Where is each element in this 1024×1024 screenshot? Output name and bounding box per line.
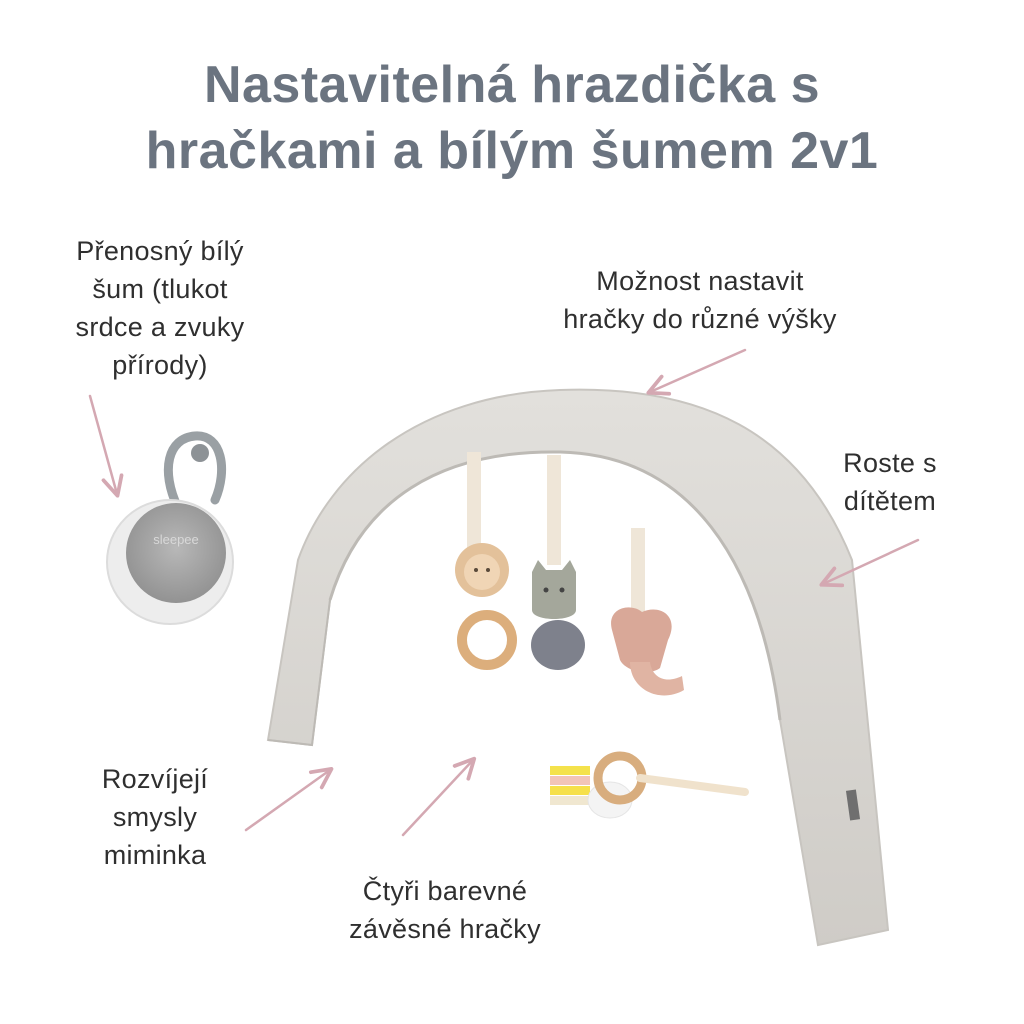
lion-toy (455, 452, 512, 665)
wooden-ring (462, 615, 512, 665)
cat-head (532, 560, 576, 619)
ribbon-pink (550, 776, 590, 785)
device-brand-logo: sleepee (153, 532, 199, 547)
play-arch (268, 390, 888, 945)
caption-senses (70, 760, 240, 874)
caption-line: srdce a zvuky (75, 312, 245, 342)
white-noise-device (107, 436, 233, 624)
caption-adjust-height (520, 262, 880, 338)
caption-line: Roste s (843, 448, 937, 478)
caption-line: závěsné hračky (349, 914, 541, 944)
caption-line: miminka (103, 840, 207, 870)
caption-four-toys (320, 872, 570, 948)
caption-line: šum (tlukot (92, 274, 228, 304)
caption-grows (820, 444, 960, 520)
teether-strap (640, 778, 745, 792)
lion-strap (467, 452, 481, 552)
lion-face (464, 554, 500, 590)
ribbon-yellow (550, 766, 590, 775)
arrow-four-toys (403, 760, 473, 835)
title-line-1: Nastavitelná hrazdička s (203, 56, 821, 114)
caption-line: Přenosný bílý (76, 236, 244, 266)
caption-white-noise (40, 232, 280, 384)
arrow-senses (246, 770, 330, 830)
device-loop-knot (191, 444, 209, 462)
caption-line: smysly (112, 802, 198, 832)
cat-toy (531, 455, 585, 670)
cat-strap (547, 455, 561, 565)
arrow-white-noise (90, 396, 117, 494)
elephant-strap (631, 528, 645, 618)
device-fabric (126, 503, 226, 603)
ribbon-cream (550, 796, 590, 805)
caption-line: hračky do různé výšky (563, 304, 837, 334)
ribbon-yellow-2 (550, 786, 590, 795)
caption-line: přírody) (112, 350, 208, 380)
caption-line: dítětem (843, 486, 937, 516)
caption-line: Možnost nastavit (596, 266, 804, 296)
arrow-adjust-height (650, 350, 745, 392)
grey-pouch (531, 620, 585, 670)
arch-body (268, 390, 888, 945)
caption-line: Rozvíjejí (101, 764, 209, 794)
teether-toy (550, 756, 745, 818)
elephant-toy (611, 528, 684, 695)
caption-line: Čtyři barevné (362, 876, 528, 906)
title-line-2: hračkami a bílým šumem 2v1 (145, 122, 879, 180)
